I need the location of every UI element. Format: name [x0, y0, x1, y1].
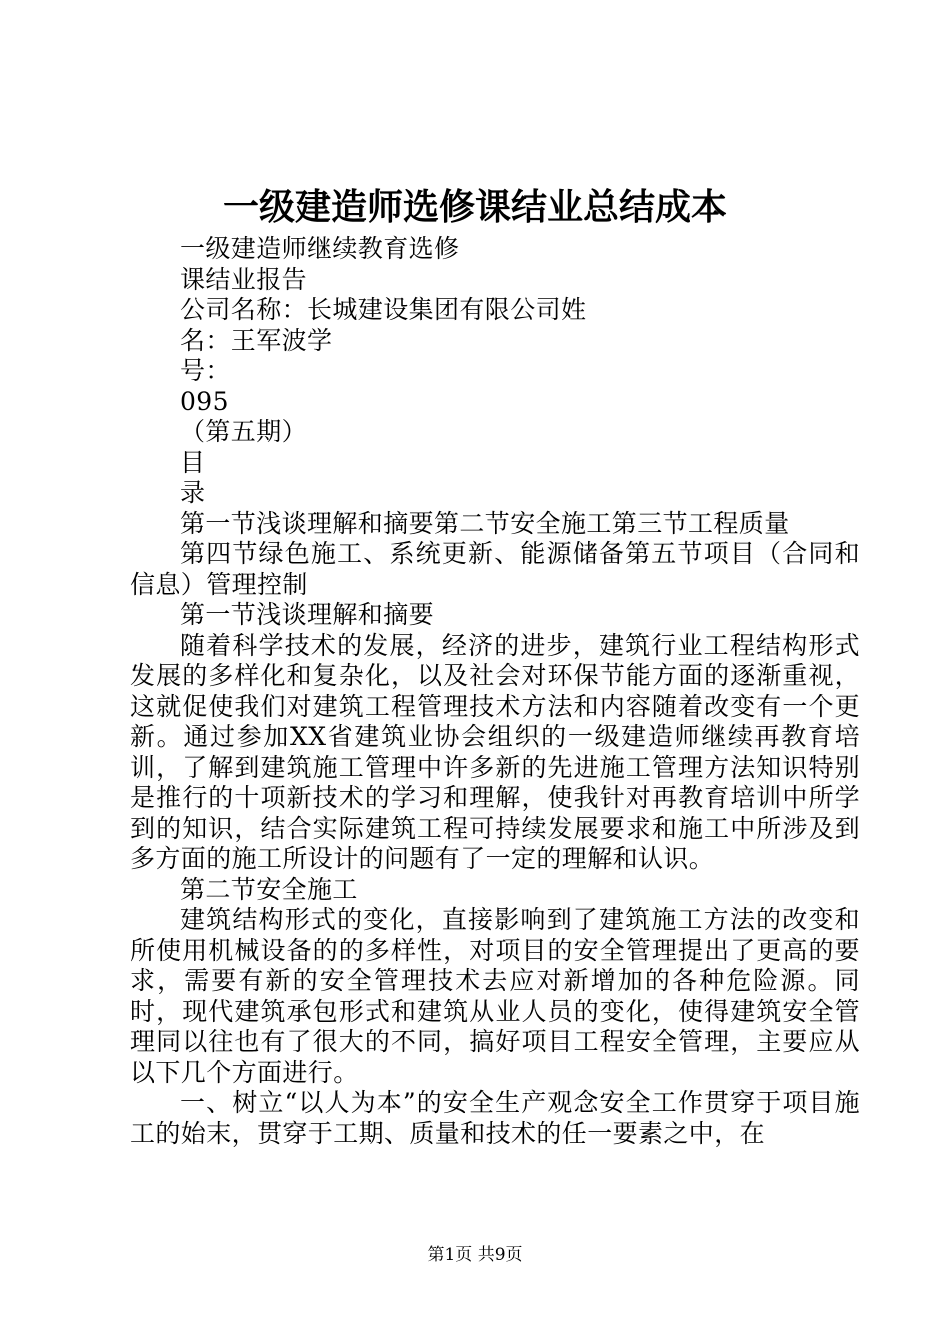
- toc-heading-line: 录: [180, 478, 206, 507]
- cover-line: 号：: [180, 356, 231, 385]
- page-footer: 第1页 共9页: [427, 1245, 523, 1265]
- section-heading: 第一节浅谈理解和摘要: [180, 600, 435, 629]
- cover-line: 公司名称：长城建设集团有限公司姓: [180, 295, 587, 324]
- body-paragraph: 随着科学技术的发展，经济的进步，建筑行业工程结构形式发展的多样化和复杂化，以及社会对环保节能方面的逐渐重视，这就促使我们对建筑工程管理技术方法和内容随着改变有一个更新。通过参加XX省建筑业协会组织的一级建造师继续再教育培训，了解到建筑施工管理中许多新的先进施工管理方法知识特别是推行的十项新技术的学习和理解，使我针对再教育培训中所学到的知识，结合实际建筑工程可持续发展要求和施工中所涉及到多方面的施工所设计的问题有了一定的理解和认识。: [130, 630, 860, 873]
- toc-line: 第一节浅谈理解和摘要第二节安全施工第三节工程质量: [180, 508, 790, 538]
- document-body: [130, 234, 860, 1149]
- document-title: 一级建造师选修课结业总结成本: [222, 187, 727, 228]
- toc-paragraph: 第四节绿色施工、系统更新、能源储备第五节项目（合同和信息）管理控制: [130, 539, 860, 599]
- cover-line: （第五期）: [180, 417, 308, 446]
- cover-line: 095: [180, 386, 229, 416]
- section-heading: 第二节安全施工: [180, 874, 358, 904]
- body-paragraph: 建筑结构形式的变化，直接影响到了建筑施工方法的改变和所使用机械设备的的多样性，对项目的安全管理提出了更高的要求，需要有新的安全管理技术去应对新增加的各种危险源。同时，现代建筑承包形式和建筑从业人员的变化，使得建筑安全管理同以往也有了很大的不同，搞好项目工程安全管理，主要应从以下几个方面进行。: [130, 905, 860, 1087]
- cover-line: 课结业报告: [180, 264, 308, 294]
- cover-line: 名：王军波学: [180, 325, 333, 355]
- body-paragraph: 一、树立“以人为本”的安全生产观念安全工作贯穿于项目施工的始末，贯穿于工期、质量和技术的任一要素之中，在: [130, 1088, 860, 1148]
- toc-heading-line: 目: [180, 447, 206, 477]
- cover-line: 一级建造师继续教育选修: [180, 234, 460, 263]
